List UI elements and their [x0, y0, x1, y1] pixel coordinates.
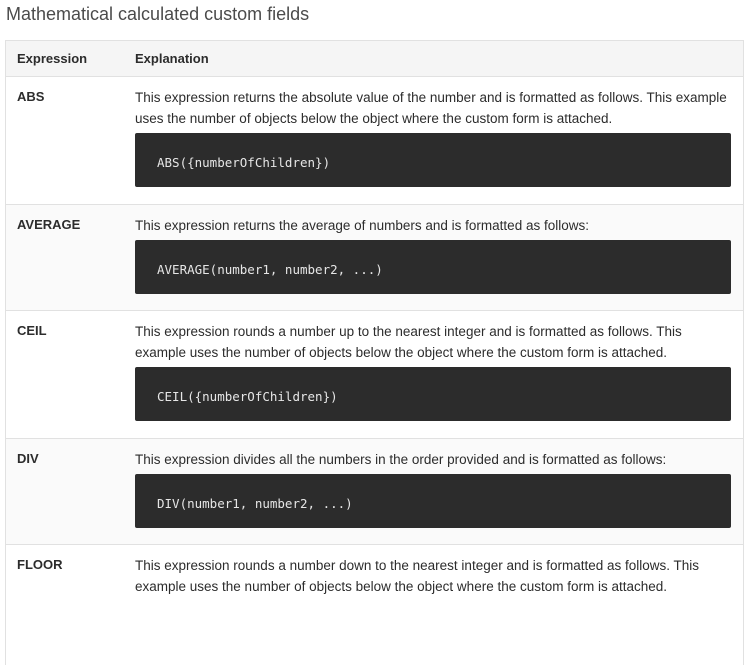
table-row-average — [6, 205, 743, 311]
explanation-cell — [135, 215, 731, 294]
code-block: AVERAGE(number1, number2, ...) — [135, 240, 731, 294]
explanation-cell — [135, 87, 731, 187]
expression-name: AVERAGE — [17, 217, 81, 232]
explanation-cell — [135, 449, 731, 528]
page-title: Mathematical calculated custom fields — [6, 4, 310, 24]
expressions-table — [5, 40, 744, 665]
table-row-abs — [6, 77, 743, 205]
expression-name: DIV — [17, 451, 39, 466]
table-row-floor — [6, 545, 743, 665]
column-header-explanation: Explanation — [135, 51, 209, 66]
explanation-text: This expression rounds a number up to the nearest integer and is formatted as follows. This example uses the number of objects below the object where the custom form is attached. — [135, 324, 682, 360]
column-header-expression: Expression — [17, 51, 88, 66]
expression-name: CEIL — [17, 323, 47, 338]
code-block: DIV(number1, number2, ...) — [135, 474, 731, 528]
explanation-text: This expression returns the absolute value of the number and is formatted as follows. This example uses the number of objects below the object where the custom form is attached. — [135, 90, 727, 126]
explanation-cell — [135, 555, 731, 597]
expression-name: FLOOR — [17, 557, 63, 572]
table-row-div — [6, 439, 743, 545]
code-block: ABS({numberOfChildren}) — [135, 133, 731, 187]
code-block: CEIL({numberOfChildren}) — [135, 367, 731, 421]
explanation-text: This expression rounds a number down to the nearest integer and is formatted as follows. This example uses the number of objects below the object where the custom form is attached. — [135, 558, 700, 594]
table-header-row — [6, 41, 743, 77]
explanation-cell — [135, 321, 731, 421]
expression-name: ABS — [17, 89, 45, 104]
table-row-ceil — [6, 311, 743, 439]
explanation-text: This expression returns the average of numbers and is formatted as follows: — [135, 218, 589, 233]
explanation-text: This expression divides all the numbers in the order provided and is formatted as follows: — [135, 452, 667, 467]
